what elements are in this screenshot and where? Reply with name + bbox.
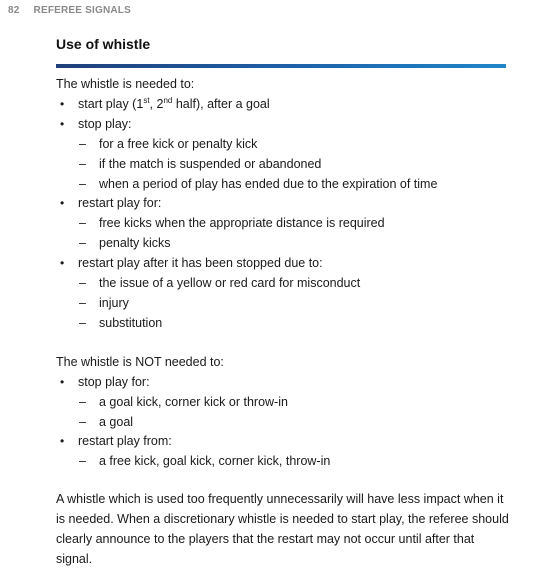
sub-list-item-text: a goal — [99, 414, 134, 429]
list-item-label: restart play after it has been stopped due to: — [78, 256, 323, 271]
sub-list-item — [56, 393, 511, 413]
sub-list-item-text: injury — [99, 295, 129, 310]
dash-glyph: – — [79, 295, 86, 310]
dash-glyph: – — [79, 414, 86, 429]
closing-paragraph: A whistle which is used too frequently unnecessarily will have less impact when it is needed. When a discretionary whistle is needed to start play, the referee should clearly announce to the players that the restart may not occur until after that signal. — [56, 492, 509, 567]
sub-list-item — [56, 234, 511, 254]
start-play-middle: , 2 — [149, 96, 164, 111]
sub-list-item — [56, 274, 511, 294]
running-header — [8, 5, 131, 16]
dash-glyph: – — [79, 136, 86, 151]
sub-list-item — [56, 413, 511, 433]
dash-glyph: – — [79, 216, 86, 231]
section-title: Use of whistle — [56, 36, 151, 52]
bullet-glyph: • — [60, 116, 65, 131]
not-needed-intro: The whistle is NOT needed to: — [56, 354, 224, 369]
list-item-stop-play — [56, 115, 511, 135]
sub-list-item — [56, 294, 511, 314]
start-play-suffix: half), after a goal — [172, 96, 270, 111]
bullet-glyph: • — [60, 96, 65, 111]
ordinal-first: st — [143, 95, 150, 105]
dash-glyph: – — [79, 276, 86, 291]
list-item-restart-from — [56, 432, 511, 452]
bullet-glyph: • — [60, 256, 65, 271]
spacer — [56, 334, 511, 353]
sub-list-item — [56, 155, 511, 175]
list-item-label: restart play from: — [78, 434, 172, 449]
sub-list-item-text: a free kick, goal kick, corner kick, throw-in — [99, 454, 331, 469]
sub-list-item-text: a goal kick, corner kick or throw-in — [99, 394, 288, 409]
sub-list-item-text: for a free kick or penalty kick — [99, 136, 258, 151]
sub-list-item-text: the issue of a yellow or red card for misconduct — [99, 276, 361, 291]
sub-list-item-text: free kicks when the appropriate distance is required — [99, 216, 385, 231]
sub-list-item — [56, 214, 511, 234]
dash-glyph: – — [79, 315, 86, 330]
dash-glyph: – — [79, 236, 86, 251]
list-item-restart-after — [56, 254, 511, 274]
bullet-glyph: • — [60, 374, 65, 389]
dash-glyph: – — [79, 156, 86, 171]
title-divider — [56, 64, 506, 68]
document-body — [56, 75, 511, 582]
dash-glyph: – — [79, 176, 86, 191]
sub-list-item — [56, 452, 511, 472]
sub-list-item-text: when a period of play has ended due to the expiration of time — [99, 176, 438, 191]
sub-list-item-text: if the match is suspended or abandoned — [99, 156, 322, 171]
sub-list-item-text: penalty kicks — [99, 236, 171, 251]
dash-glyph: – — [79, 394, 86, 409]
sub-list-item — [56, 314, 511, 334]
dash-glyph: – — [79, 454, 86, 469]
sub-list-item — [56, 175, 511, 195]
page-number: 82 — [8, 5, 20, 16]
list-item-label: stop play: — [78, 116, 132, 131]
list-item-start-play — [56, 95, 511, 115]
sub-list-item-text: substitution — [99, 315, 163, 330]
list-item-label: stop play for: — [78, 374, 150, 389]
sub-list-item — [56, 135, 511, 155]
ordinal-second: nd — [163, 95, 173, 105]
list-item-restart-play — [56, 194, 511, 214]
bullet-glyph: • — [60, 196, 65, 211]
start-play-prefix: start play (1 — [78, 96, 144, 111]
needed-intro: The whistle is needed to: — [56, 77, 195, 91]
list-item-stop-play-for — [56, 373, 511, 393]
running-title: REFEREE SIGNALS — [33, 5, 131, 16]
bullet-glyph: • — [60, 434, 65, 449]
list-item-label: restart play for: — [78, 196, 162, 211]
